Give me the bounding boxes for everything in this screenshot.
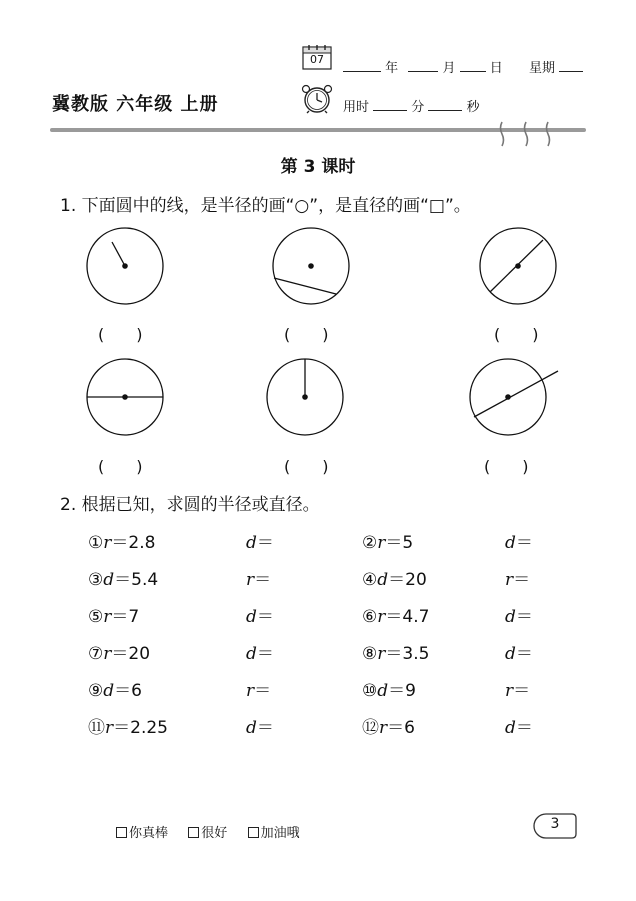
asked-variable: d — [246, 533, 257, 553]
answer-field-7[interactable] — [246, 639, 274, 664]
item-number: ⑧ — [362, 644, 378, 664]
asked-variable: d — [505, 533, 516, 553]
given-number: ＝5.4 — [114, 570, 159, 590]
question-1-text: 1. 下面圆中的线，是半径的画“○”，是直径的画“□”。 — [60, 196, 471, 216]
clock-icon — [299, 84, 335, 114]
given-number: ＝20 — [111, 644, 151, 664]
asked-variable: d — [246, 644, 257, 664]
item-number: ⑥ — [362, 607, 378, 627]
answer-field-2[interactable] — [505, 528, 533, 553]
self-evaluation — [116, 822, 300, 841]
calendar-day: 07 — [310, 53, 324, 66]
option-great: 你真棒 — [129, 826, 169, 841]
given-value-10 — [362, 676, 416, 701]
asked-variable: r — [505, 570, 514, 590]
answer-paren-2[interactable]: ( ) — [284, 325, 329, 344]
given-number: ＝2.25 — [113, 718, 168, 738]
equals-sign: ＝ — [256, 644, 274, 664]
item-number: ⑨ — [88, 681, 104, 701]
equals-sign: ＝ — [513, 681, 531, 701]
given-number: ＝6 — [114, 681, 142, 701]
given-variable: d — [377, 570, 389, 590]
given-value-2 — [362, 528, 413, 553]
date-month-label: 月 — [442, 61, 456, 76]
given-value-4 — [362, 565, 427, 590]
option-good: 很好 — [201, 826, 228, 841]
asked-variable: r — [246, 570, 255, 590]
header-divider — [50, 128, 586, 134]
given-value-1 — [88, 528, 155, 553]
given-variable: r — [379, 718, 388, 738]
asked-variable: d — [246, 718, 257, 738]
given-number: ＝5 — [385, 533, 414, 553]
asked-variable: d — [505, 607, 516, 627]
given-variable: d — [377, 681, 389, 701]
answer-paren-1[interactable]: ( ) — [98, 325, 143, 344]
equals-sign: ＝ — [256, 718, 274, 738]
item-number: ⑩ — [362, 681, 378, 701]
date-weekday-label: 星期 — [529, 61, 556, 76]
given-value-12 — [362, 713, 415, 738]
lesson-title: 第 3 课时 — [280, 157, 356, 177]
given-number: ＝2.8 — [111, 533, 156, 553]
given-variable: r — [103, 644, 112, 664]
asked-variable: d — [246, 607, 257, 627]
item-number: ④ — [362, 570, 378, 590]
given-value-11 — [88, 713, 168, 738]
given-value-8 — [362, 639, 429, 664]
given-variable: r — [105, 718, 114, 738]
circle-1-line — [112, 242, 125, 266]
checkbox-keep-going[interactable] — [248, 827, 259, 838]
equals-sign: ＝ — [513, 570, 531, 590]
given-variable: d — [103, 570, 115, 590]
answer-field-6[interactable] — [505, 602, 533, 627]
option-keep-going: 加油哦 — [260, 826, 300, 841]
item-number: ⑫ — [362, 718, 379, 738]
answer-field-10[interactable] — [505, 676, 530, 701]
asked-variable: r — [505, 681, 514, 701]
answer-field-5[interactable] — [246, 602, 274, 627]
answer-paren-4[interactable]: ( ) — [98, 457, 143, 476]
given-value-3 — [88, 565, 158, 590]
answer-field-9[interactable] — [246, 676, 271, 701]
given-number: ＝20 — [388, 570, 427, 590]
equals-sign: ＝ — [256, 607, 274, 627]
time-label: 用时 — [343, 100, 370, 115]
checkbox-good[interactable] — [188, 827, 199, 838]
answer-field-11[interactable] — [246, 713, 274, 738]
given-variable: r — [103, 607, 112, 627]
answer-field-3[interactable] — [246, 565, 271, 590]
equals-sign: ＝ — [256, 533, 274, 553]
item-number: ② — [362, 533, 378, 553]
asked-variable: d — [505, 644, 516, 664]
answer-field-8[interactable] — [505, 639, 533, 664]
given-variable: r — [377, 644, 386, 664]
answer-paren-5[interactable]: ( ) — [284, 457, 329, 476]
given-number: ＝6 — [387, 718, 415, 738]
given-value-5 — [88, 602, 139, 627]
date-line — [343, 57, 583, 76]
item-number: ⑦ — [88, 644, 104, 664]
equals-sign: ＝ — [515, 718, 533, 738]
answer-field-12[interactable] — [505, 713, 533, 738]
given-number: ＝3.5 — [385, 644, 430, 664]
asked-variable: r — [246, 681, 255, 701]
answer-paren-6[interactable]: ( ) — [484, 457, 529, 476]
time-sec-label: 秒 — [466, 100, 480, 115]
given-value-6 — [362, 602, 429, 627]
equals-sign: ＝ — [515, 533, 533, 553]
given-variable: r — [377, 607, 386, 627]
page-number: 3 — [550, 816, 560, 832]
checkbox-great[interactable] — [116, 827, 127, 838]
given-value-7 — [88, 639, 150, 664]
question-2-text: 2. 根据已知，求圆的半径或直径。 — [60, 495, 320, 515]
equals-sign: ＝ — [515, 644, 533, 664]
book-title: 冀教版 六年级 上册 — [52, 94, 219, 115]
answer-field-1[interactable] — [246, 528, 274, 553]
given-variable: r — [103, 533, 112, 553]
given-number: ＝4.7 — [385, 607, 430, 627]
given-variable: r — [377, 533, 386, 553]
time-line — [343, 96, 480, 115]
asked-variable: d — [505, 718, 516, 738]
item-number: ① — [88, 533, 104, 553]
given-number: ＝7 — [111, 607, 140, 627]
item-number: ⑤ — [88, 607, 104, 627]
item-number: ③ — [88, 570, 104, 590]
time-min-label: 分 — [411, 100, 425, 115]
given-variable: d — [103, 681, 115, 701]
equals-sign: ＝ — [254, 570, 272, 590]
given-number: ＝9 — [388, 681, 416, 701]
date-year-label: 年 — [385, 61, 399, 76]
item-number: ⑪ — [88, 718, 105, 738]
answer-field-4[interactable] — [505, 565, 530, 590]
equals-sign: ＝ — [515, 607, 533, 627]
equals-sign: ＝ — [254, 681, 272, 701]
answer-paren-3[interactable]: ( ) — [494, 325, 539, 344]
date-day-label: 日 — [489, 61, 503, 76]
given-value-9 — [88, 676, 142, 701]
